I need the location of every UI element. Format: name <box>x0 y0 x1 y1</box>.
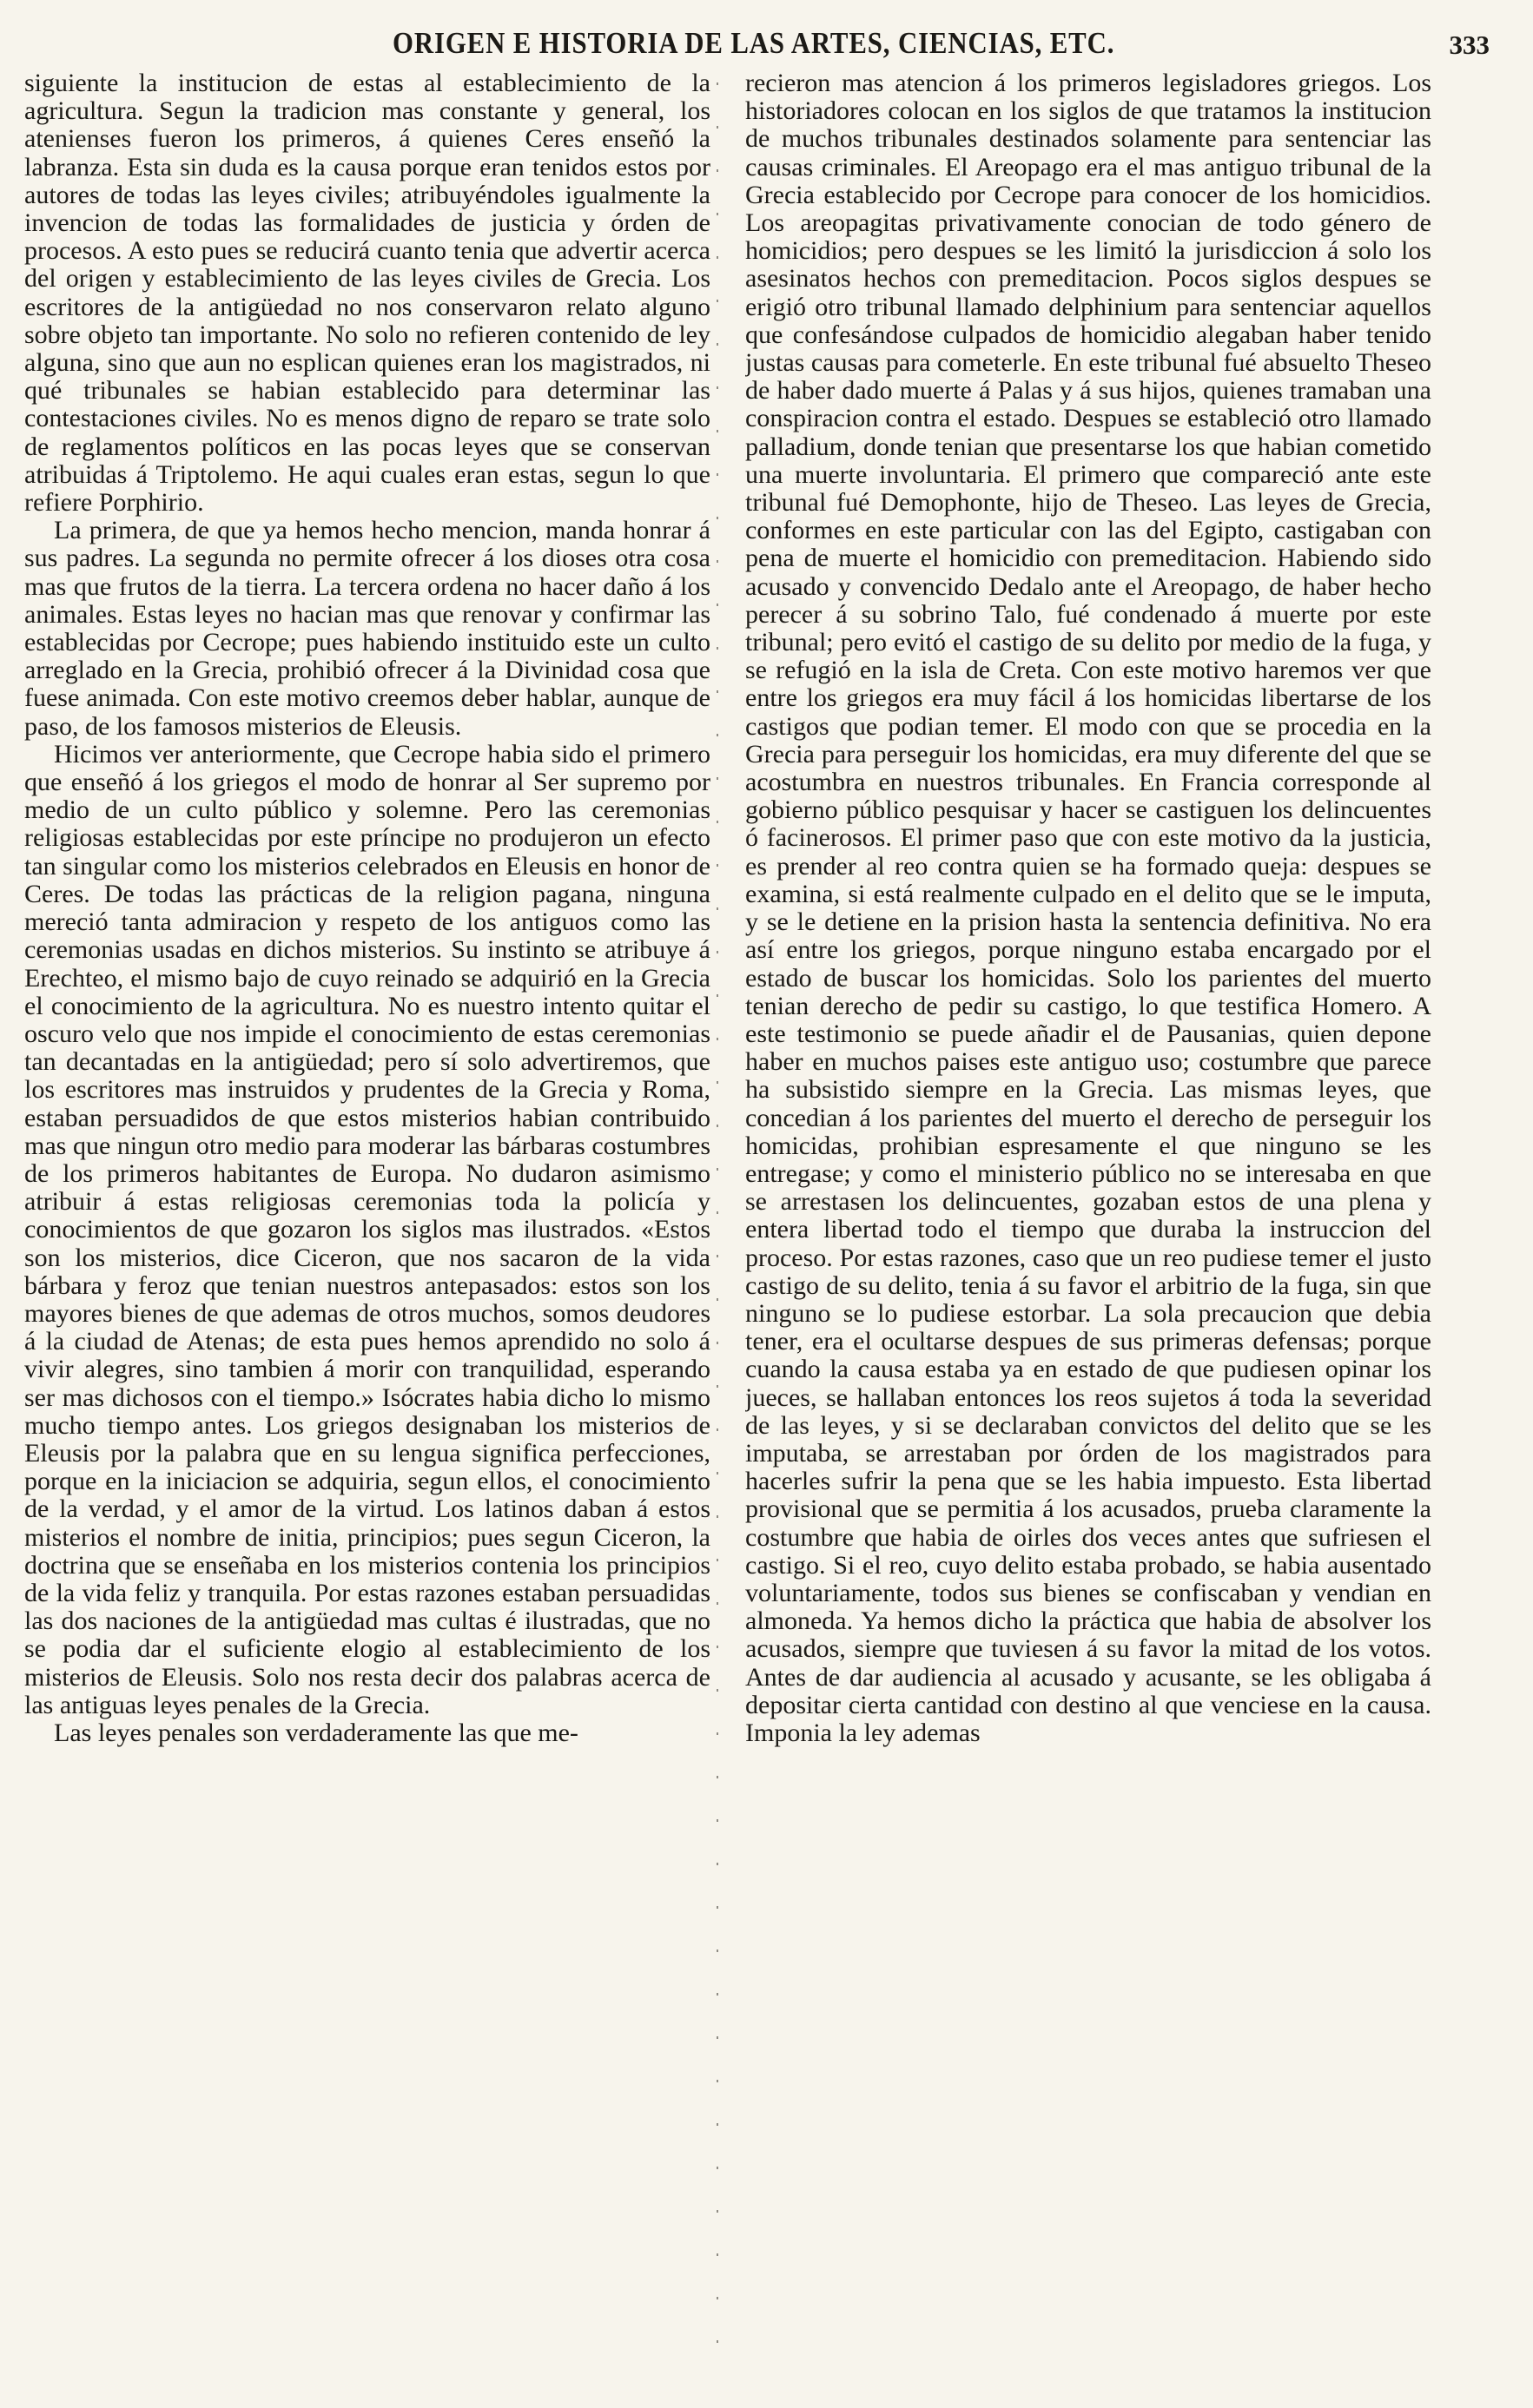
paragraph: La primera, de que ya hemos hecho mencion, manda honrar á sus padres. La segunda no permite ofrecer á los dioses otra cosa mas que frutos de la tierra. La tercera ordena no hacer daño á los animales. Estas leyes no hacian mas que renovar y confirmar las establecidas por Cecrope; pues habiendo instituido este un culto arreglado en la Grecia, prohibió ofrecer á la Divinidad cosa que fuese animada. Con este motivo creemos deber hablar, aunque de paso, de los famosos misterios de Eleusis. <box>24 516 710 741</box>
page-number: 333 <box>1449 30 1490 60</box>
paragraph: Hicimos ver anteriormente, que Cecrope habia sido el primero que enseñó á los griegos el modo de honrar al Ser supremo por medio de un culto público y solemne. Pero las ceremonias religiosas establecidas por este príncipe no produjeron un efecto tan singular como los misterios celebrados en Eleusis en honor de Ceres. De todas las prácticas de la religion pagana, ninguna mereció tanta admiracion y respeto de los antiguos como las ceremonias usadas en dichos misterios. Su instinto se atribuye á Erechteo, el mismo bajo de cuyo reinado se adquirió en la Grecia el conocimiento de la agricultura. No es nuestro intento quitar el oscuro velo que nos impide el conocimiento de estas ceremonias tan decantadas en la antigüedad; pero sí solo advertiremos, que los escritores mas instruidos y prudentes de la Grecia y Roma, estaban persuadidos de que estos misterios habian contribuido mas que ningun otro medio para moderar las bárbaras costumbres de los primeros habitantes de Europa. No dudaron asimismo atribuir á estas religiosas ceremonias toda la policía y conocimientos de que gozaron los siglos mas ilustrados. «Estos son los misterios, dice Ciceron, que nos sacaron de la vida bárbara y feroz que tenian nuestros antepasados: estos son los mayores bienes de que ademas de otros muchos, somos deudores á la ciudad de Atenas; de esta pues hemos aprendido no solo á vivir alegres, sino tambien á morir con tranquilidad, esperando ser mas dichosos con el tiempo.» Isócrates habia dicho lo mismo mucho tiempo antes. Los griegos designaban los misterios de Eleusis por la palabra que en su lengua significa perfecciones, porque en la iniciacion se adquiria, segun ellos, el conocimiento de la verdad, y el amor de la virtud. Los latinos daban á estos misterios el nombre de initia, principios; pues segun Ciceron, la doctrina que se enseñaba en los misterios contenia los principios de la vida feliz y tranquila. Por estas razones estaban persuadidas las dos naciones de la antigüedad mas cultas é ilustradas, que no se podia dar el suficiente elogio al establecimiento de los misterios de Eleusis. Solo nos resta decir dos palabras acerca de las antiguas leyes penales de la Grecia. <box>24 739 710 1719</box>
paragraph: siguiente la institucion de estas al establecimiento de la agricultura. Segun la tradicion mas constante y general, los atenienses fueron los primeros, á quienes Ceres enseñó la labranza. Esta sin duda es la causa porque eran tenidos estos por autores de todas las leyes civiles; atribuyéndoles igualmente la invencion de todas las formalidades de justicia y órden de procesos. A esto pues se reducirá cuanto tenia que advertir acerca del origen y establecimiento de las leyes civiles de Grecia. Los escritores de la antigüedad no nos conservaron relato alguno sobre objeto tan importante. No solo no refieren contenido de ley alguna, sino que aun no esplican quienes eran los magistrados, ni qué tribunales se habian establecido para determinar las contestaciones civiles. No es menos digno de reparo se trate solo de reglamentos políticos en las pocas leyes que se conservan atribuidas á Triptolemo. He aqui cuales eran estas, segun lo que refiere Porphirio. <box>24 69 710 518</box>
paragraph: Las leyes penales son verdaderamente las que me- <box>54 1718 578 1747</box>
left-column <box>24 69 710 2371</box>
page-title: ORIGEN E HISTORIA DE LAS ARTES, CIENCIAS, ETC. <box>393 26 1115 60</box>
right-column <box>745 69 1431 2371</box>
column-divider <box>717 82 718 2358</box>
paragraph: recieron mas atencion á los primeros legisladores griegos. Los historiadores colocan en los siglos de que tratamos la institucion de muchos tribunales destinados solamente para sentenciar las causas criminales. El Areopago era el mas antiguo tribunal de la Grecia establecido por Cecrope para conocer de los homicidios. Los areopagitas privativamente conocian de todo género de homicidios; pero despues se les limitó la jurisdiccion á solo los asesinatos hechos con premeditacion. Pocos siglos despues se erigió otro tribunal llamado delphinium para sentenciar aquellos que confesándose culpados de homicidio alegaban haber tenido justas causas para cometerle. En este tribunal fué absuelto Theseo de haber dado muerte á Palas y á sus hijos, quienes tramaban una conspiracion contra el estado. Despues se estableció otro llamado palladium, donde tenian que presentarse los que habian cometido una muerte involuntaria. El primero que compareció ante este tribunal fué Demophonte, hijo de Theseo. Las leyes de Grecia, conformes en este particular con las del Egipto, castigaban con pena de muerte el homicidio con premeditacion. Habiendo sido acusado y convencido Dedalo ante el Areopago, de haber hecho perecer á su sobrino Talo, fué condenado á muerte por este tribunal; pero evitó el castigo de su delito por medio de la fuga, y se refugió en la isla de Creta. Con este motivo haremos ver que entre los griegos era muy fácil á los homicidas libertarse de los castigos que podian temer. El modo con que se procedia en la Grecia para perseguir los homicidas, era muy diferente del que se acostumbra en nuestros tribunales. En Francia corresponde al gobierno público pesquisar y hacer se castiguen los delincuentes ó facinerosos. El primer paso que con este motivo da la justicia, es prender al reo contra quien se ha formado queja: despues se examina, si está realmente culpado en el delito que se le imputa, y se le detiene en la prision hasta la sentencia definitiva. No era así entre los griegos, porque ninguno estaba encargado por el estado de buscar los homicidas. Solo los parientes del muerto tenian derecho de pedir su castigo, lo que testifica Homero. A este testimonio se puede añadir el de Pausanias, quien depone haber en muchos paises este antiguo uso; costumbre que parece ha subsistido siempre en la Grecia. Las mismas leyes, que concedian á los parientes del muerto el derecho de perseguir los homicidas, prohibian espresamente el que ninguno se les entregase; y como el ministerio público no se interesaba en que se arrestasen los delincuentes, gozaban estos de una plena y entera libertad todo el tiempo que duraba la instruccion del proceso. Por estas razones, caso que un reo pudiese temer el justo castigo de su delito, tenia á su favor el arbitrio de la fuga, sin que ninguno se lo pudiese estorbar. La sola precaucion que debia tener, era el ocultarse despues de sus primeras defensas; porque cuando la causa estaba ya en estado de que pudiesen opinar los jueces, se hallaban entonces los reos sujetos á toda la severidad de las leyes, y si se declaraban convictos del delito que se les imputaba, se arrestaban por órden de los magistrados para hacerles sufrir la pena que se les habia impuesto. Esta libertad provisional que se permitia á los acusados, prueba claramente la costumbre que habia de oirles dos veces antes que sufriesen el castigo. Si el reo, cuyo delito estaba probado, se habia ausentado voluntariamente, todos sus bienes se confiscaban y vendian en almoneda. Ya hemos dicho la práctica que habia de absolver los acusados, siempre que tuviesen á su favor la mitad de los votos. Antes de dar audiencia al acusado y acusante, se les obligaba á depositar cierta cantidad con destino al que venciese en la causa. Imponia la ley ademas <box>745 69 1431 1747</box>
